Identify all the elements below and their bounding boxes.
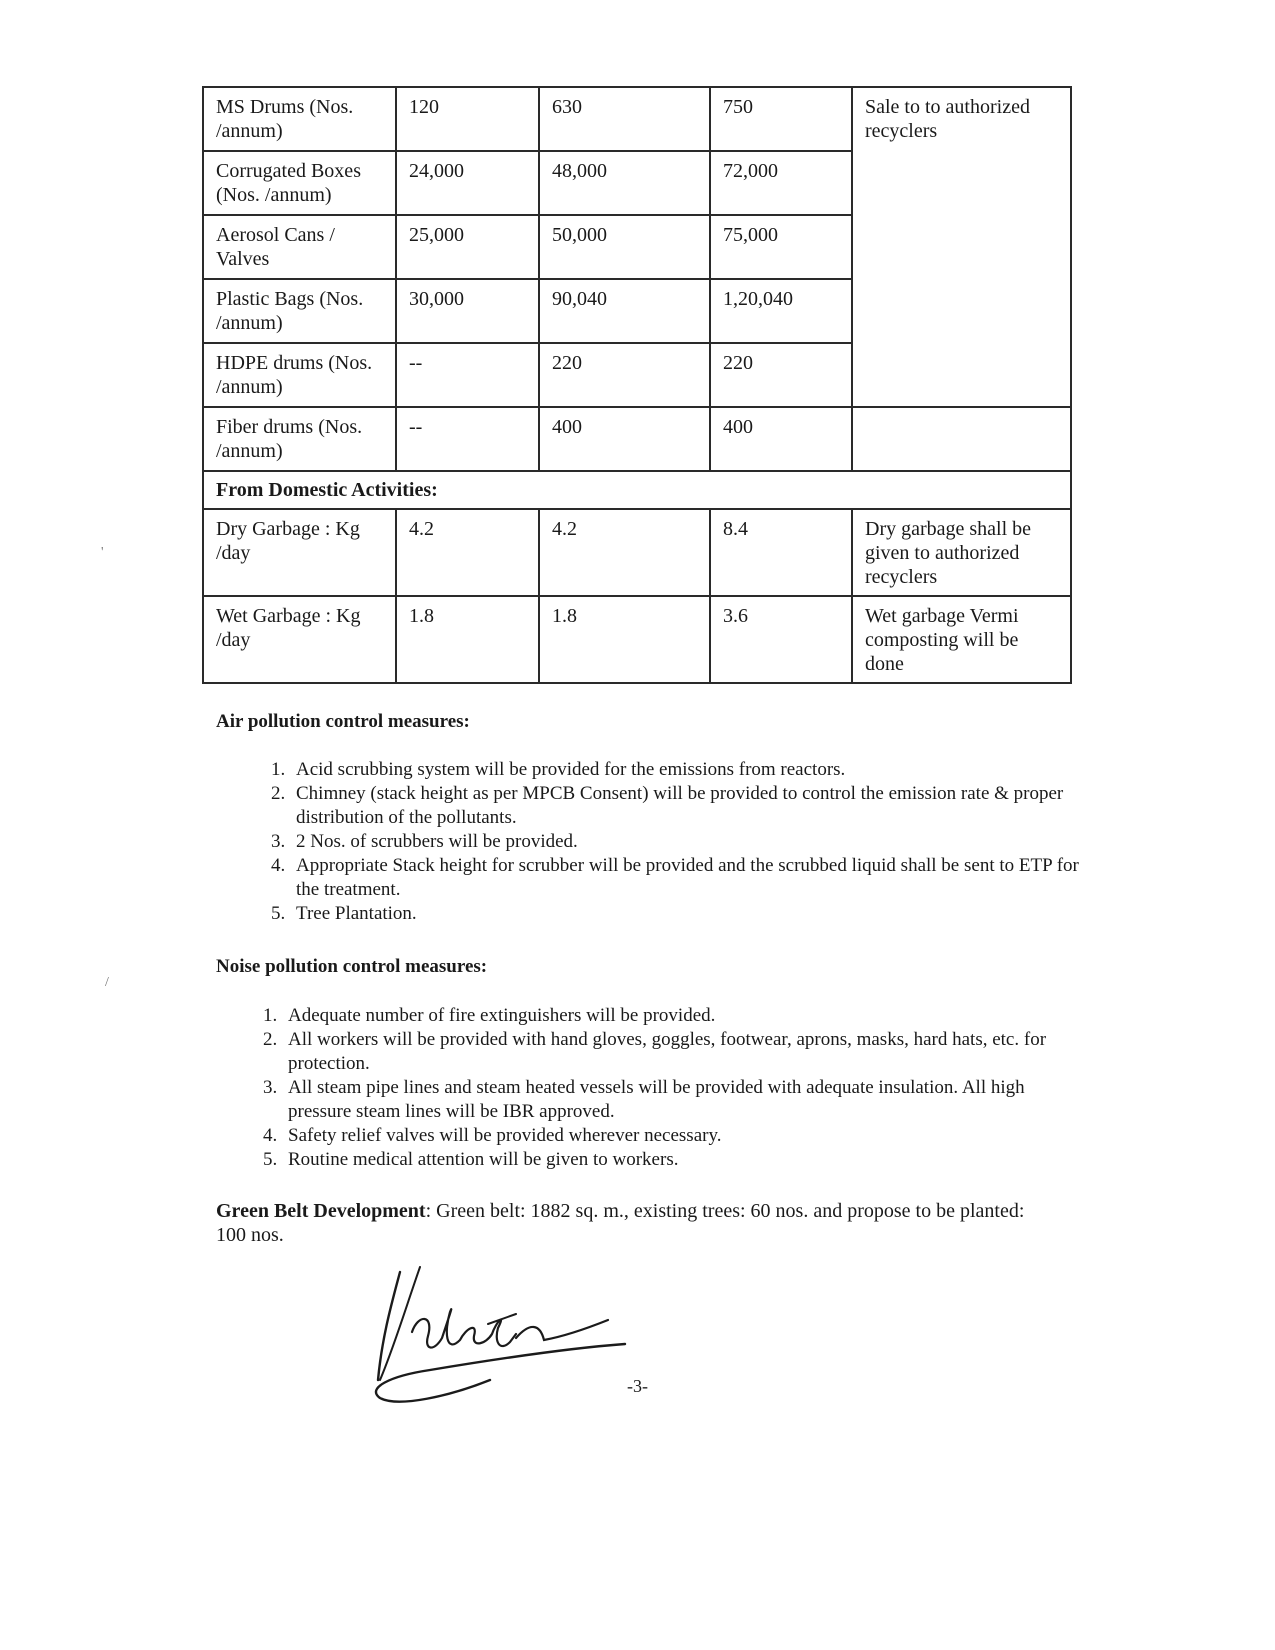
table-cell: 24,000 — [396, 151, 539, 215]
table-cell: 220 — [539, 343, 710, 407]
table-row — [203, 87, 1071, 151]
table-cell: 50,000 — [539, 215, 710, 279]
table-cell: 750 — [710, 87, 852, 151]
list-item: 2. Chimney (stack height as per MPCB Consent) will be provided to control the emission rate & proper distribution of the pollutants. — [290, 782, 1080, 830]
list-item: 3. 2 Nos. of scrubbers will be provided. — [290, 830, 1080, 854]
list-item: 4. Safety relief valves will be provided wherever necessary. — [282, 1124, 1082, 1148]
table-cell: MS Drums (Nos. /annum) — [203, 87, 396, 151]
list-item: 2. All workers will be provided with hand gloves, goggles, footwear, aprons, masks, hard hats, etc. for protection. — [282, 1028, 1082, 1076]
table-row — [203, 407, 1071, 471]
table-cell: 48,000 — [539, 151, 710, 215]
table-cell: 4.2 — [396, 509, 539, 596]
table-cell: 400 — [539, 407, 710, 471]
list-item: 4. Appropriate Stack height for scrubber will be provided and the scrubbed liquid shall be sent to ETP for the treatment. — [290, 854, 1080, 902]
table-row — [203, 509, 1071, 596]
air-heading: Air pollution control measures: — [216, 711, 470, 732]
table-cell: Dry Garbage : Kg /day — [203, 509, 396, 596]
waste-table — [202, 86, 1072, 684]
table-cell: 120 — [396, 87, 539, 151]
disposal-cell: Sale to to authorized recyclers — [852, 87, 1071, 407]
table-section-row — [203, 471, 1071, 509]
disposal-cell: Dry garbage shall be given to authorized recyclers — [852, 509, 1071, 596]
table-cell: -- — [396, 343, 539, 407]
table-cell: Plastic Bags (Nos. /annum) — [203, 279, 396, 343]
table-cell: Fiber drums (Nos. /annum) — [203, 407, 396, 471]
table-cell: HDPE drums (Nos. /annum) — [203, 343, 396, 407]
page-number: -3- — [627, 1376, 648, 1396]
table-cell: 72,000 — [710, 151, 852, 215]
list-item: 5. Tree Plantation. — [290, 902, 1080, 926]
list-item: 1. Adequate number of fire extinguishers will be provided. — [282, 1004, 1082, 1028]
table-cell: 30,000 — [396, 279, 539, 343]
table-cell: 75,000 — [710, 215, 852, 279]
table-cell: 1,20,040 — [710, 279, 852, 343]
table-cell: Wet Garbage : Kg /day — [203, 596, 396, 683]
list-item: 5. Routine medical attention will be given to workers. — [282, 1148, 1082, 1172]
table-cell: 90,040 — [539, 279, 710, 343]
table-cell: 3.6 — [710, 596, 852, 683]
table-cell: Corrugated Boxes (Nos. /annum) — [203, 151, 396, 215]
list-item: 3. All steam pipe lines and steam heated vessels will be provided with adequate insulation. All high pressure steam lines will be IBR approved. — [282, 1076, 1082, 1124]
table-cell: 1.8 — [539, 596, 710, 683]
noise-heading: Noise pollution control measures: — [216, 956, 488, 977]
green-belt-label: Green Belt Development — [216, 1200, 426, 1222]
list-item: 1. Acid scrubbing system will be provided for the emissions from reactors. — [290, 758, 1080, 782]
table-cell: 25,000 — [396, 215, 539, 279]
signature — [370, 1262, 670, 1422]
table-cell: 4.2 — [539, 509, 710, 596]
document-page: ' / MS Drums (Nos. /annum) 120 630 750 Sale to to authorized recyclers Corrugated Boxes (Nos. /annum) 24,000 48,000 72,000 Aerosol Cans / Valves 25,000 50,000 75,000 Plastic Bags (Nos. /annum) 30,000 90,040 1,20,040 HDPE drums (Nos. /annum) -- 220 220 Fiber drums (Nos. /annum) -- 400 400 From Domestic Activities: Dry Garbage : Kg /day 4.2 4.2 8.4 Dry garbage shall be given to authorized recyclers Wet Garbage : Kg /day 1.8 1.8 3.6 Wet garbage Vermi composting will be done Air pollution control measures: 1. Acid scrubbing system will be provided for the emissions from reactors. 2. Chimney (stack height as per MPCB Consent) will be provided to control the emission rate & proper distribution of the pollutants. 3. 2 Nos. of scrubbers will be provided. 4. Appropriate Stack height for scrubber will be provided and the scrubbed liquid shall be sent to ETP for the treatment. 5. Tree Plantation. Noise pollution control measures: 1. Adequate number of fire extinguishers will be provided. 2. All workers will be provided with hand gloves, goggles, footwear, aprons, masks, hard hats, etc. for protection. 3. All steam pipe lines and steam heated vessels will be provided with adequate insulation. All high pressure steam lines will be IBR approved. 4. Safety relief valves will be provided wherever necessary. 5. Routine medical attention will be given to workers. Green Belt Development: Green belt: 1882 sq. m., existing trees: 60 nos. and propose to be planted: 100 nos. -3- — [0, 0, 1275, 1650]
air-measures-list — [254, 758, 1080, 926]
noise-measures-list — [246, 1004, 1082, 1172]
table-cell — [852, 407, 1071, 471]
table-cell: 400 — [710, 407, 852, 471]
table-cell: -- — [396, 407, 539, 471]
table-cell: 8.4 — [710, 509, 852, 596]
section-label: From Domestic Activities: — [203, 471, 1071, 509]
table-cell: Aerosol Cans / Valves — [203, 215, 396, 279]
green-belt-paragraph — [216, 1199, 1036, 1247]
table-cell: 220 — [710, 343, 852, 407]
disposal-cell: Wet garbage Vermi composting will be done — [852, 596, 1071, 683]
table-row — [203, 596, 1071, 683]
table-cell: 630 — [539, 87, 710, 151]
table-cell: 1.8 — [396, 596, 539, 683]
green-belt-text: : Green belt: 1882 sq. m., existing trees: 60 nos. and propose to be planted: 100 nos. — [216, 1200, 1025, 1246]
